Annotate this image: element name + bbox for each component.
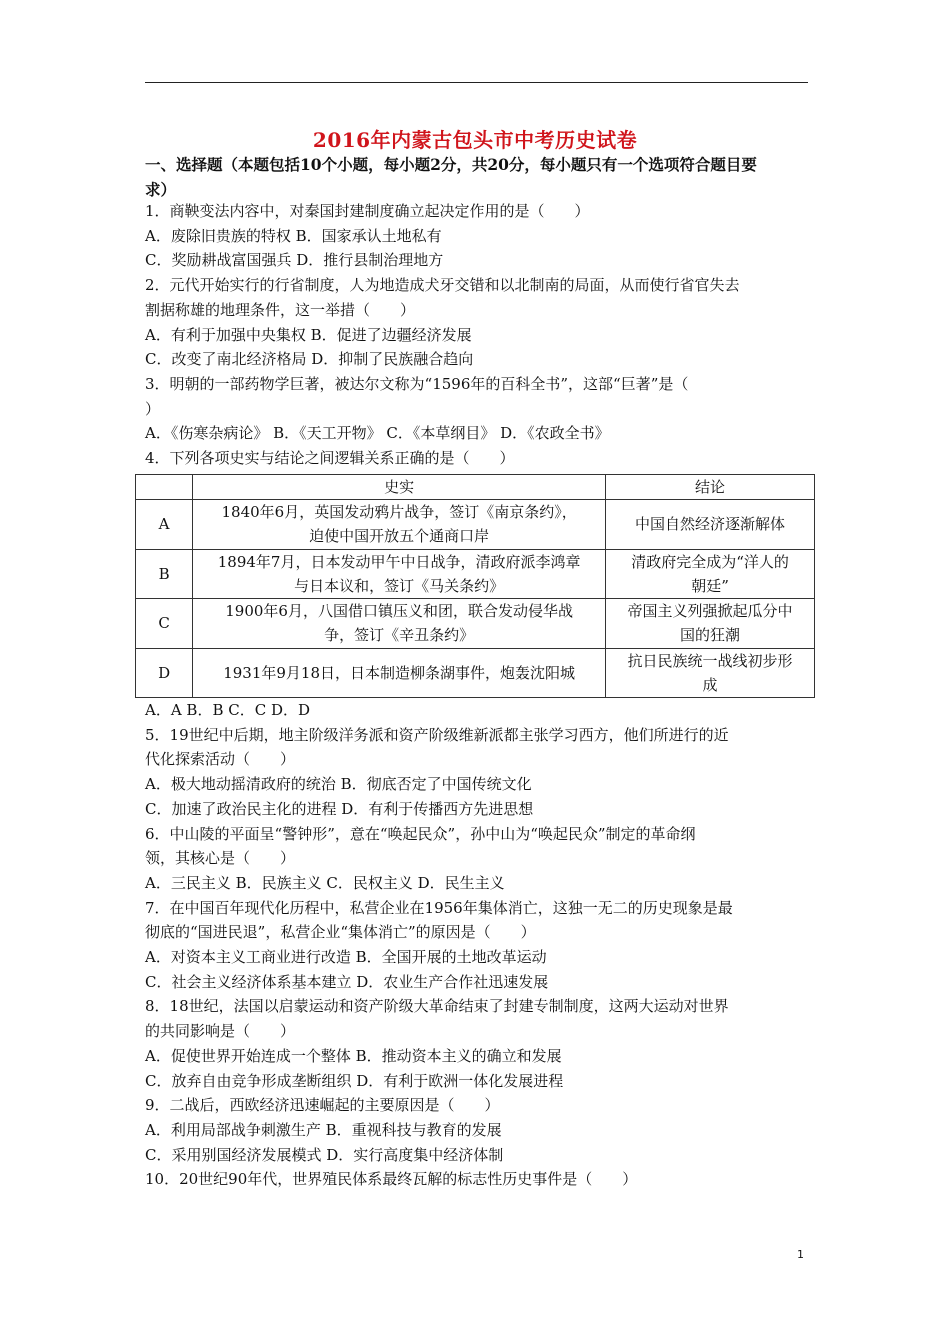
page-number: 1 bbox=[797, 1248, 804, 1261]
option-cell: A bbox=[136, 500, 193, 550]
text-line: 4．下列各项史实与结论之间逻辑关系正确的是（ ） bbox=[145, 449, 515, 468]
table-header-cell bbox=[136, 475, 193, 500]
text-line: A．废除旧贵族的特权 B．国家承认土地私有 bbox=[145, 226, 442, 245]
text-line: C．采用别国经济发展模式 D．实行高度集中经济体制 bbox=[145, 1145, 504, 1164]
conclusion-line: 中国自然经济逐渐解体 bbox=[635, 515, 786, 534]
fact-line: 与日本议和，签订《马关条约》 bbox=[294, 576, 505, 595]
conclusion-line: 朝廷” bbox=[691, 576, 729, 595]
text-line: 1．商鞅变法内容中，对秦国封建制度确立起决定作用的是（ ） bbox=[145, 202, 590, 220]
text-line: 9．二战后，西欧经济迅速崛起的主要原因是（ ） bbox=[145, 1096, 500, 1115]
conclusion-cell bbox=[606, 648, 815, 698]
text-line: A．极大地动摇清政府的统治 B．彻底否定了中国传统文化 bbox=[145, 775, 532, 794]
fact-line: 1894年7月，日本发动甲午中日战争，清政府派李鸿章 bbox=[217, 552, 581, 571]
text-line: A．促使世界开始连成一个整体 B．推动资本主义的确立和发展 bbox=[145, 1046, 562, 1065]
text-line: 3．明朝的一部药物学巨著，被达尔文称为“1596年的百科全书”，这部“巨著”是（ bbox=[145, 374, 689, 393]
fact-line: 1931年9月18日，日本制造柳条湖事件，炮轰沈阳城 bbox=[223, 663, 576, 682]
fact-cell bbox=[193, 648, 606, 698]
text-line: C．奖励耕战富国强兵 D．推行县制治理地方 bbox=[145, 251, 444, 270]
text-line: 5．19世纪中后期，地主阶级洋务派和资产阶级维新派都主张学习西方，他们所进行的近 bbox=[145, 725, 729, 744]
text-line: A．《伤寒杂病论》 B．《天工开物》 C．《本草纲目》 D．《农政全书》 bbox=[145, 424, 610, 443]
fact-cell bbox=[193, 500, 606, 550]
section-heading bbox=[145, 152, 815, 202]
fact-line: 1840年6月，英国发动鸦片战争，签订《南京条约》， bbox=[221, 503, 577, 522]
conclusion-line: 抗日民族统一战线初步形 bbox=[627, 651, 793, 670]
section-heading-line: 求） bbox=[145, 180, 177, 199]
option-cell: B bbox=[136, 549, 193, 599]
section-heading-line: 一、选择题（本题包括10个小题，每小题2分，共20分，每小题只有一个选项符合题目要 bbox=[145, 155, 757, 174]
text-line: A．三民主义 B．民族主义 C．民权主义 D．民生主义 bbox=[145, 873, 505, 892]
conclusion-cell bbox=[606, 500, 815, 550]
fact-cell bbox=[193, 549, 606, 599]
table-header-cell: 结论 bbox=[606, 475, 815, 500]
text-line: 8．18世纪，法国以启蒙运动和资产阶级大革命结束了封建专制制度，这两大运动对世界 bbox=[145, 997, 729, 1016]
text-line: ） bbox=[145, 399, 161, 418]
text-line: C．加速了政治民主化的进程 D．有利于传播西方先进思想 bbox=[145, 799, 534, 818]
conclusion-line: 帝国主义列强掀起瓜分中 bbox=[627, 602, 793, 621]
table-row bbox=[136, 549, 815, 599]
table-header-row bbox=[136, 475, 815, 500]
text-line: 的共同影响是（ ） bbox=[145, 1022, 296, 1041]
text-line: 7．在中国百年现代化历程中，私营企业在1956年集体消亡，这独一无二的历史现象是最 bbox=[145, 898, 733, 917]
text-line: 6．中山陵的平面呈“警钟形”，意在“唤起民众”，孙中山为“唤起民众”制定的革命纲 bbox=[145, 824, 696, 843]
conclusion-cell bbox=[606, 599, 815, 649]
text-line: 领，其核心是（ ） bbox=[145, 849, 296, 868]
text-line: 10．20世纪90年代，世界殖民体系最终瓦解的标志性历史事件是（ ） bbox=[145, 1170, 638, 1189]
table-header-cell: 史实 bbox=[193, 475, 606, 500]
table-row bbox=[136, 599, 815, 649]
table-row bbox=[136, 648, 815, 698]
conclusion-line: 成 bbox=[702, 675, 718, 694]
fact-line: 1900年6月，八国借口镇压义和团，联合发动侵华战 bbox=[225, 602, 573, 621]
text-line: A．A B．B C．C D．D bbox=[145, 701, 311, 719]
conclusion-line: 清政府完全成为“洋人的 bbox=[631, 552, 789, 571]
header-rule bbox=[145, 82, 808, 83]
text-line: C．社会主义经济体系基本建立 D．农业生产合作社迅速发展 bbox=[145, 972, 549, 991]
page-title: 2016年内蒙古包头市中考历史试卷 bbox=[312, 128, 638, 152]
conclusion-cell bbox=[606, 549, 815, 599]
text-line: C．放弃自由竞争形成垄断组织 D．有利于欧洲一体化发展进程 bbox=[145, 1071, 564, 1090]
text-line: 2．元代开始实行的行省制度，人为地造成犬牙交错和以北制南的局面，从而使行省官失去 bbox=[145, 276, 740, 295]
option-cell: C bbox=[136, 599, 193, 649]
questions-1-4 bbox=[145, 199, 815, 471]
fact-line: 争，签订《辛丑条约》 bbox=[324, 626, 475, 645]
text-line: 彻底的“国进民退”，私营企业“集体消亡”的原因是（ ） bbox=[145, 923, 536, 942]
text-line: 割据称雄的地理条件，这一举措（ ） bbox=[145, 300, 416, 319]
text-line: C．改变了南北经济格局 D．抑制了民族融合趋向 bbox=[145, 350, 474, 369]
questions-5-10 bbox=[145, 698, 815, 1192]
fact-line: 迫使中国开放五个通商口岸 bbox=[309, 527, 490, 546]
history-table bbox=[135, 474, 815, 698]
text-line: 代化探索活动（ ） bbox=[145, 750, 296, 769]
text-line: A．有利于加强中央集权 B．促进了边疆经济发展 bbox=[145, 325, 472, 344]
text-line: A．对资本主义工商业进行改造 B．全国开展的土地改革运动 bbox=[145, 948, 547, 967]
option-cell: D bbox=[136, 648, 193, 698]
table-row bbox=[136, 500, 815, 550]
conclusion-line: 国的狂潮 bbox=[680, 626, 741, 645]
fact-cell bbox=[193, 599, 606, 649]
text-line: A．利用局部战争刺激生产 B．重视科技与教育的发展 bbox=[145, 1120, 502, 1139]
